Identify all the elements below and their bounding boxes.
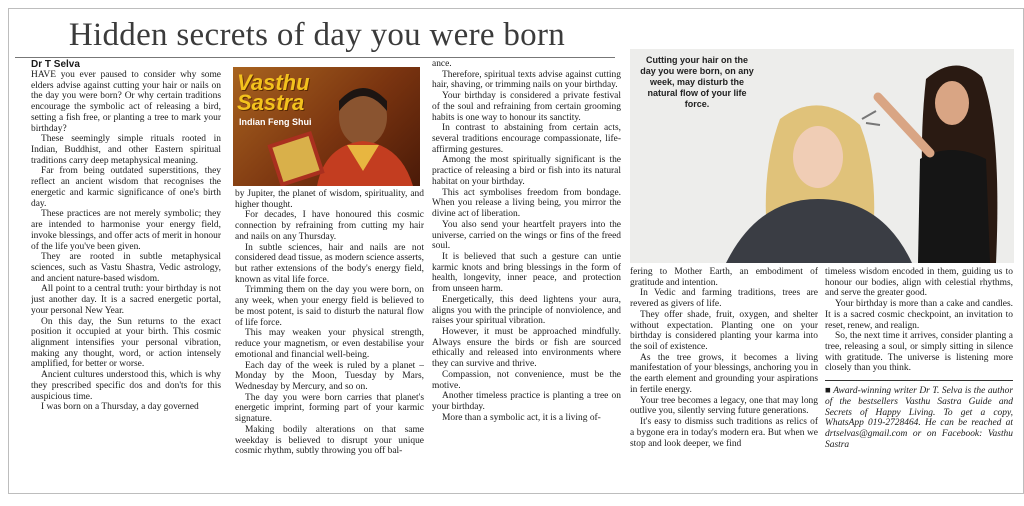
paragraph: For decades, I have honoured this cosmic connection by refraining from cutting my hair and nails on any Thursday.: [235, 210, 424, 242]
sastra-logo: Sastra: [237, 90, 305, 115]
paragraph: HAVE you ever paused to consider why some elders advise against cutting your hair or nails on the day you were born? Or why certain traditions encourage the symbolic act of releasing a bird, setting a fish free, or planting a tree to mark your birthday?: [31, 70, 221, 134]
paragraph: They offer shade, fruit, oxygen, and shelter without expectation. Planting one on your birthday is considered planting your karma into the soil of existence.: [630, 309, 818, 353]
paragraph: Therefore, spiritual texts advise against cutting hair, shaving, or trimming nails on your birthday.: [432, 69, 621, 91]
newspaper-article: [8, 8, 1024, 494]
paragraph: In contrast to abstaining from certain acts, several traditions encourage compassionate, life-affirming gestures.: [432, 123, 621, 155]
paragraph: The day you were born carries that planet's energetic imprint, forming part of your karmic signature.: [235, 392, 424, 425]
headline-rule: [15, 57, 615, 58]
paragraph: They are rooted in subtle metaphysical sciences, such as Vastu Shastra, Vedic astrology, and ancient nature-based wisdom.: [31, 252, 221, 284]
paragraph: Each day of the week is ruled by a planet – Monday by the Moon, Tuesday by Mars, Wednesday by Mercury, and so on.: [235, 360, 424, 392]
paragraph: Making bodily alterations on that same weekday is believed to disrupt your unique cosmic rhythm, subtly throwing you off bal-: [235, 424, 424, 457]
paragraph: As the tree grows, it becomes a living manifestation of your blessings, anchoring you in the earth element and grounding your aspirations in fertile energy.: [630, 352, 818, 395]
paragraph: These seemingly simple rituals rooted in Indian, Buddhist, and other Eastern spiritual traditions carry deep metaphysical meaning.: [31, 134, 221, 166]
paragraph: On this day, the Sun returns to the exact position it occupied at your birth. This cosmic alignment intensifies your personal vibration, making any thought, word, or action intensely amplified, for better or worse.: [31, 316, 221, 370]
author-photo: [233, 67, 420, 186]
column-4: [630, 267, 818, 489]
paragraph: Your birthday is considered a private festival of the soul and refraining from certain grooming habits is one way to honour its sanctity.: [432, 91, 621, 123]
paragraph: Another timeless practice is planting a tree on your birthday.: [432, 391, 621, 412]
paragraph: Your birthday is more than a cake and candles. It is a sacred cosmic checkpoint, an invitation to reset, renew, and realign.: [825, 299, 1013, 331]
headline: Hidden secrets of day you were born: [68, 17, 566, 53]
author-credit: ■ Award-winning writer Dr T. Selva is the author of the bestsellers Vasthu Sastra Guide and Secrets of Happy Living. To get a copy, WhatsApp 019-2728464. He can be reached at drtselvas@gmail.com or on Facebook: Vasthu Sastra: [825, 386, 1013, 450]
paragraph: Among the most spiritually significant is the practice of releasing a bird or fish into its natural habitat on your birthday.: [432, 155, 621, 187]
paragraph: by Jupiter, the planet of wisdom, spirituality, and higher thought.: [235, 189, 424, 210]
column-1: [31, 59, 221, 489]
paragraph: fering to Mother Earth, an embodiment of gratitude and intention.: [630, 267, 818, 288]
paragraph: However, it must be approached mindfully. Always ensure the birds or fish are sourced ethically and released into environments where they can survive and thrive.: [432, 326, 621, 370]
paragraph: Energetically, this deed lightens your aura, aligns you with the principle of nonviolence, and raises your spiritual vibration.: [432, 294, 621, 327]
tagline: Indian Feng Shui: [239, 117, 312, 127]
paragraph: This may weaken your physical strength, reduce your magnetism, or even destabilise your emotional and financial well-being.: [235, 328, 424, 360]
credit-separator: [825, 380, 1013, 381]
paragraph: So, the next time it arrives, consider planting a tree, releasing a soul, or simply sitting in silence with gratitude. The universe is listening more closely than you think.: [825, 331, 1013, 374]
vasthu-logo: Vasthu: [237, 70, 310, 95]
paragraph: It's easy to dismiss such traditions as relics of a bygone era in today's modern era. But when we stop and look deeper, we find: [630, 417, 818, 449]
column-3: [432, 59, 621, 489]
paragraph: I was born on a Thursday, a day governed: [41, 402, 199, 413]
column-5: [825, 267, 1013, 489]
paragraph: All point to a central truth: your birthday is not just another day. It is a sacred energetic portal, your personal New Year.: [31, 284, 221, 316]
byline: Dr T Selva: [31, 59, 80, 70]
paragraph: timeless wisdom encoded in them, guiding us to honour our bodies, align with celestial rhythms, and serve the greater good.: [825, 267, 1013, 299]
paragraph: Far from being outdated superstitions, they reflect an ancient wisdom that recognises the energetic and karmic significance of one's birth day.: [31, 166, 221, 209]
paragraph: It is believed that such a gesture can untie karmic knots and bring blessings in the form of health, longevity, inner peace, and protection from unseen harm.: [432, 251, 621, 295]
paragraph: Your tree becomes a legacy, one that may long outlive you, silently serving future generations.: [630, 395, 818, 417]
paragraph: You also send your heartfelt prayers into the universe, carried on the wings or fins of the freed soul.: [432, 219, 621, 252]
paragraph: Trimming them on the day you were born, on any week, when your energy field is believed to be most potent, is said to disturb the natural flow of life force.: [235, 285, 424, 328]
paragraph: Compassion, not convenience, must be the motive.: [432, 369, 621, 391]
column-2: [235, 189, 424, 489]
paragraph: In Vedic and farming traditions, trees are revered as givers of life.: [630, 288, 818, 310]
paragraph: This act symbolises freedom from bondage. When you release a living being, you mirror the divine act of liberation.: [432, 187, 621, 220]
paragraph: These practices are not merely symbolic; they are intended to harmonise your energy field, invoke blessings, and offer acts of merit in honour of the life you've been given.: [31, 209, 221, 252]
photo-caption: Cutting your hair on the day you were born, on any week, may disturb the natural flow of your life force.: [640, 55, 754, 109]
paragraph: In subtle sciences, hair and nails are not considered dead tissue, as modern science asserts, but rather extensions of the body's energy field, known as vital life force.: [235, 242, 424, 285]
paragraph: Ancient cultures understood this, which is why they prescribed specific dos and don'ts for this auspicious time.: [31, 370, 221, 402]
paragraph: ance.: [432, 59, 452, 69]
paragraph: More than a symbolic act, it is a living of-: [442, 412, 601, 423]
